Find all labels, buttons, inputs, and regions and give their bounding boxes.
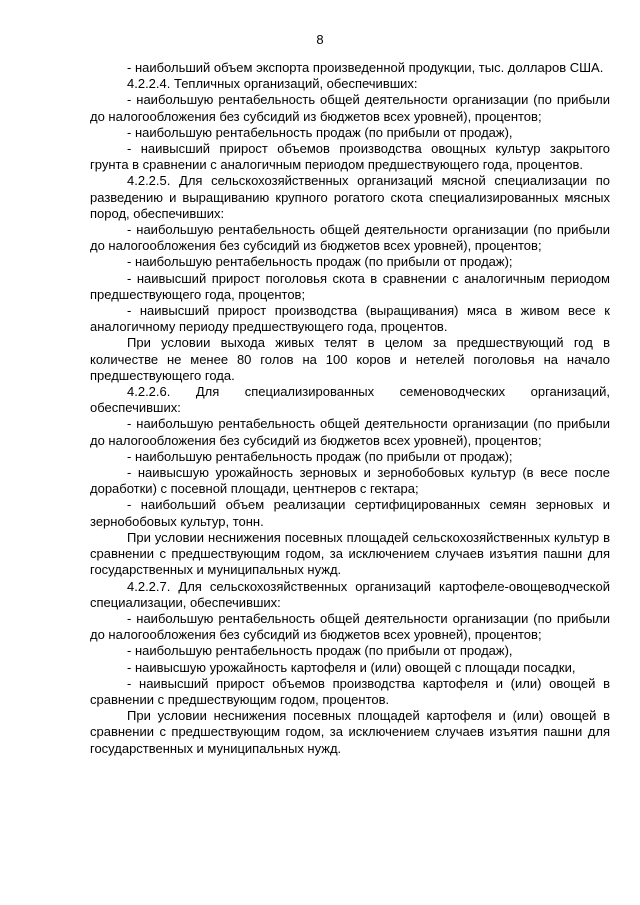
paragraph: - наибольший объем экспорта произведенной продукции, тыс. долларов США. bbox=[127, 60, 604, 75]
paragraph: - наивысший прирост поголовья скота в сравнении с аналогичным периодом предшествующего года, процентов; bbox=[90, 270, 610, 302]
paragraph: - наивысший прирост объемов производства овощных культур закрытого грунта в сравнении с аналогичным периодом предшествующего года, процентов. bbox=[90, 141, 610, 173]
document-body bbox=[90, 60, 610, 757]
section-heading: 4.2.2.6. Для специализированных семеноводческих организаций, обеспечивших: bbox=[90, 384, 610, 416]
paragraph: При условии неснижения посевных площадей сельскохозяйственных культур в сравнении с предшествующим годом, за исключением случаев изъятия пашни для государственных и муниципальных нужд. bbox=[90, 529, 610, 578]
section-heading: 4.2.2.5. Для сельскохозяйственных организаций мясной специализации по разведению и выращиванию крупного рогатого скота специализированных мясных пород, обеспечивших: bbox=[90, 173, 610, 221]
paragraph: - наибольшую рентабельность продаж (по прибыли от продаж); bbox=[127, 254, 513, 270]
paragraph: При условии неснижения посевных площадей картофеля и (или) овощей в сравнении с предшествующим годом, за исключением случаев изъятия пашни для государственных и муниципальных нужд. bbox=[90, 708, 610, 756]
section-heading: 4.2.2.4. Тепличных организаций, обеспечивших: bbox=[127, 76, 418, 92]
paragraph: - наибольшую рентабельность общей деятельности организации (по прибыли до налогообложения без субсидий из бюджетов всех уровней), процентов; bbox=[90, 222, 610, 254]
section-heading: 4.2.2.7. Для сельскохозяйственных организаций картофеле-овощеводческой специализации, обеспечивших: bbox=[90, 578, 610, 610]
paragraph: - наивысшую урожайность зерновых и зернобобовых культур (в весе после доработки) с посевной площади, центнеров с гектара; bbox=[90, 465, 610, 497]
paragraph: При условии выхода живых телят в целом за предшествующий год в количестве не менее 80 голов на 100 коров и нетелей поголовья на начало предшествующего года. bbox=[90, 335, 610, 383]
paragraph: - наивысшую урожайность картофеля и (или) овощей с площади посадки, bbox=[127, 659, 576, 675]
paragraph: - наивысший прирост объемов производства картофеля и (или) овощей в сравнении с предшествующим годом, процентов. bbox=[90, 675, 610, 707]
paragraph: - наивысший прирост производства (выращивания) мяса в живом весе к аналогичному периоду предшествующего года, процентов. bbox=[90, 303, 610, 335]
page-number: 8 bbox=[316, 32, 324, 47]
paragraph: - наибольшую рентабельность продаж (по прибыли от продаж); bbox=[127, 448, 513, 464]
paragraph: - наибольшую рентабельность общей деятельности организации (по прибыли до налогообложения без субсидий из бюджетов всех уровней), процентов; bbox=[90, 92, 610, 124]
paragraph: - наибольшую рентабельность общей деятельности организации (по прибыли до налогообложения без субсидий из бюджетов всех уровней), процентов; bbox=[90, 610, 610, 643]
paragraph: - наибольшую рентабельность продаж (по прибыли от продаж), bbox=[127, 124, 513, 140]
paragraph: - наибольший объем реализации сертифицированных семян зерновых и зернобобовых культур, тонн. bbox=[90, 497, 610, 529]
paragraph: - наибольшую рентабельность продаж (по прибыли от продаж), bbox=[127, 643, 513, 659]
paragraph: - наибольшую рентабельность общей деятельности организации (по прибыли до налогообложения без субсидий из бюджетов всех уровней), процентов; bbox=[90, 416, 610, 448]
